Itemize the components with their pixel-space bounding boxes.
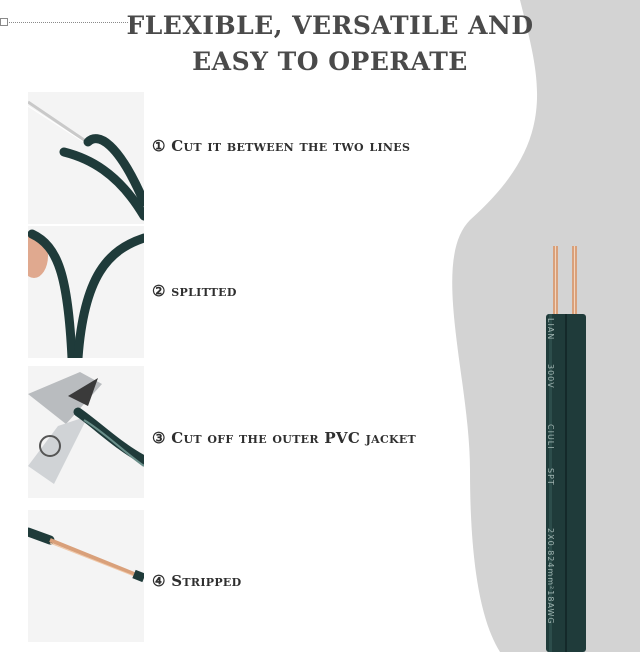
page-title — [120, 8, 540, 80]
cable-print-1: LIAN — [546, 318, 555, 341]
step-3-label: ③ Cut off the outer PVC jacket — [152, 429, 417, 447]
dotted-divider — [0, 22, 128, 23]
step-4-label: ④ Stripped — [152, 572, 242, 590]
step-2-photo — [28, 226, 144, 358]
step-1-photo — [28, 92, 144, 224]
title-line-2: EASY TO OPERATE — [192, 47, 468, 76]
cable-print — [541, 318, 563, 648]
step-1-label: ① Cut it between the two lines — [152, 137, 411, 155]
cable-print-4: SPT — [546, 468, 555, 486]
corner-marker — [0, 18, 8, 26]
step-3-photo — [28, 366, 144, 498]
cable-print-5: 2X0.824mm²18AWG — [546, 528, 555, 625]
cable-print-3: CIULI — [546, 424, 555, 450]
title-line-1: FLEXIBLE, VERSATILE AND — [126, 11, 534, 40]
step-2-label: ② splitted — [152, 282, 237, 300]
step-4-photo — [28, 510, 144, 642]
cable-print-2: 300V — [546, 364, 555, 389]
